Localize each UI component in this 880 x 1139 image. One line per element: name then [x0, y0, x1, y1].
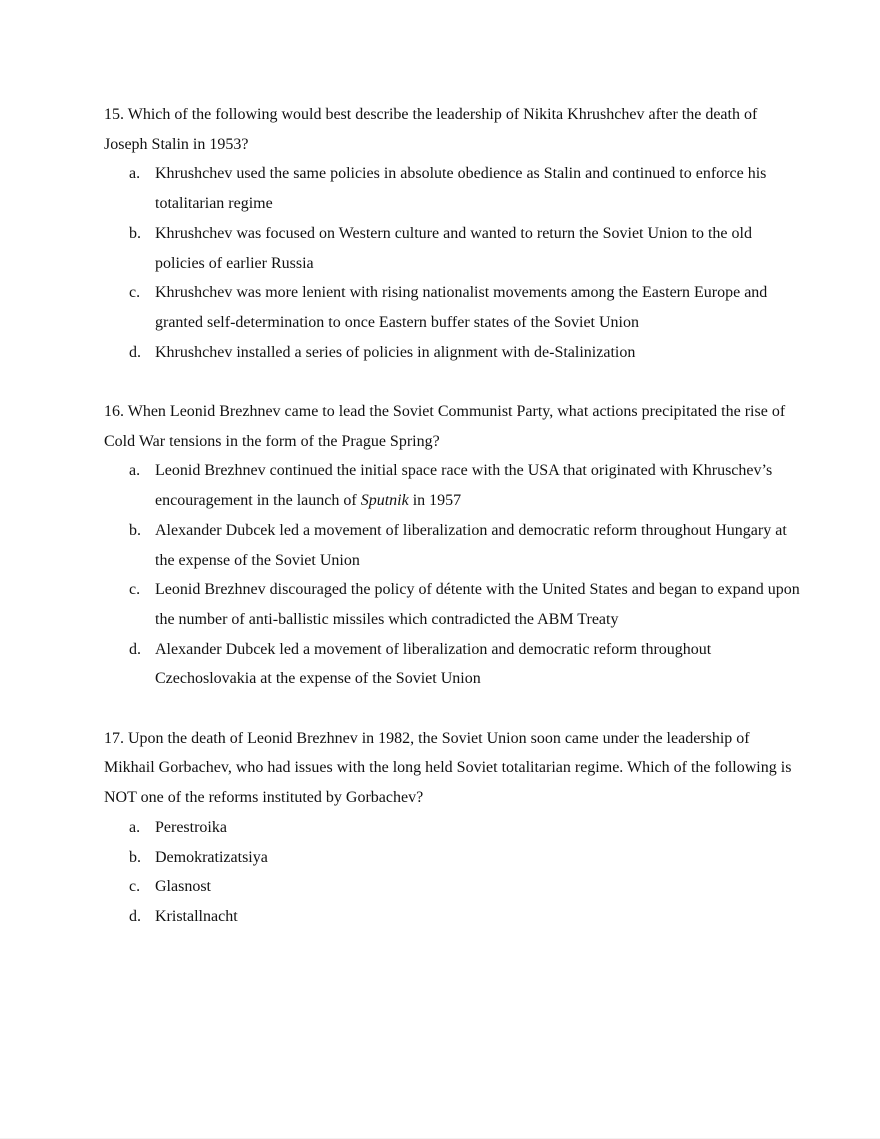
option-letter: d. [129, 907, 141, 925]
answer-option [104, 813, 804, 843]
answer-option [104, 635, 804, 694]
option-text: Khrushchev was focused on Western culture and wanted to return the Soviet Union to the old policies of earlier Russia [155, 224, 752, 272]
option-text: Alexander Dubcek led a movement of liberalization and democratic reform throughout Czechoslovakia at the expense of the Soviet Union [155, 640, 712, 688]
answer-option [104, 872, 804, 902]
answer-options [104, 813, 804, 932]
answer-option [104, 902, 804, 932]
option-letter: a. [129, 165, 141, 183]
answer-option [104, 278, 804, 337]
answer-option [104, 843, 804, 873]
option-letter: d. [129, 343, 141, 361]
question-text: 16. When Leonid Brezhnev came to lead the Soviet Communist Party, what actions precipitated the rise of Cold War tensions in the form of the Prague Spring? [104, 403, 786, 450]
question-17 [104, 724, 804, 932]
answer-options [104, 456, 804, 694]
option-letter: c. [129, 878, 141, 896]
question-text: 15. Which of the following would best describe the leadership of Nikita Khrushchev after the death of Joseph Stalin in 1953? [104, 106, 758, 153]
option-text: Leonid Brezhnev discouraged the policy of détente with the United States and began to expand upon the number of anti-ballistic missiles which contradicted the ABM Treaty [155, 581, 800, 628]
question-text: 17. Upon the death of Leonid Brezhnev in 1982, the Soviet Union soon came under the leadership of Mikhail Gorbachev, who had issues with the long held Soviet totalitarian regime. Which of the following is NOT one of the reforms instituted by Gorbachev? [104, 729, 792, 807]
answer-option [104, 219, 804, 278]
option-letter: c. [129, 581, 141, 599]
question-16 [104, 397, 804, 694]
option-text: Glasnost [155, 878, 211, 896]
answer-options [104, 159, 804, 367]
option-letter: a. [129, 818, 141, 836]
option-text: Kristallnacht [155, 907, 238, 925]
option-text: Khrushchev was more lenient with rising nationalist movements among the Eastern Europe and granted self-determination to once Eastern buffer states of the Soviet Union [155, 284, 768, 331]
answer-option [104, 575, 804, 634]
option-text: Perestroika [155, 818, 227, 836]
option-letter: a. [129, 462, 141, 480]
option-text: Demokratizatsiya [155, 848, 268, 866]
option-italic-text: Sputnik [360, 492, 409, 510]
answer-option [104, 456, 804, 515]
option-letter: c. [129, 284, 141, 302]
answer-option [104, 159, 804, 218]
option-text: Leonid Brezhnev continued the initial space race with the USA that originated with Khruschev’s encouragement in the launch of [155, 462, 773, 510]
document-page [104, 100, 804, 961]
answer-option [104, 338, 804, 368]
option-letter: b. [129, 224, 141, 242]
answer-option [104, 516, 804, 575]
option-letter: d. [129, 640, 141, 658]
option-text: Khrushchev used the same policies in absolute obedience as Stalin and continued to enforce his totalitarian regime [155, 165, 767, 213]
option-letter: b. [129, 521, 141, 539]
option-text: Alexander Dubcek led a movement of liberalization and democratic reform throughout Hungary at the expense of the Soviet Union [155, 521, 787, 569]
option-text: Khrushchev installed a series of policies in alignment with de-Stalinization [155, 343, 636, 361]
question-15 [104, 100, 804, 367]
option-text-end: in 1957 [408, 492, 462, 510]
option-letter: b. [129, 848, 141, 866]
